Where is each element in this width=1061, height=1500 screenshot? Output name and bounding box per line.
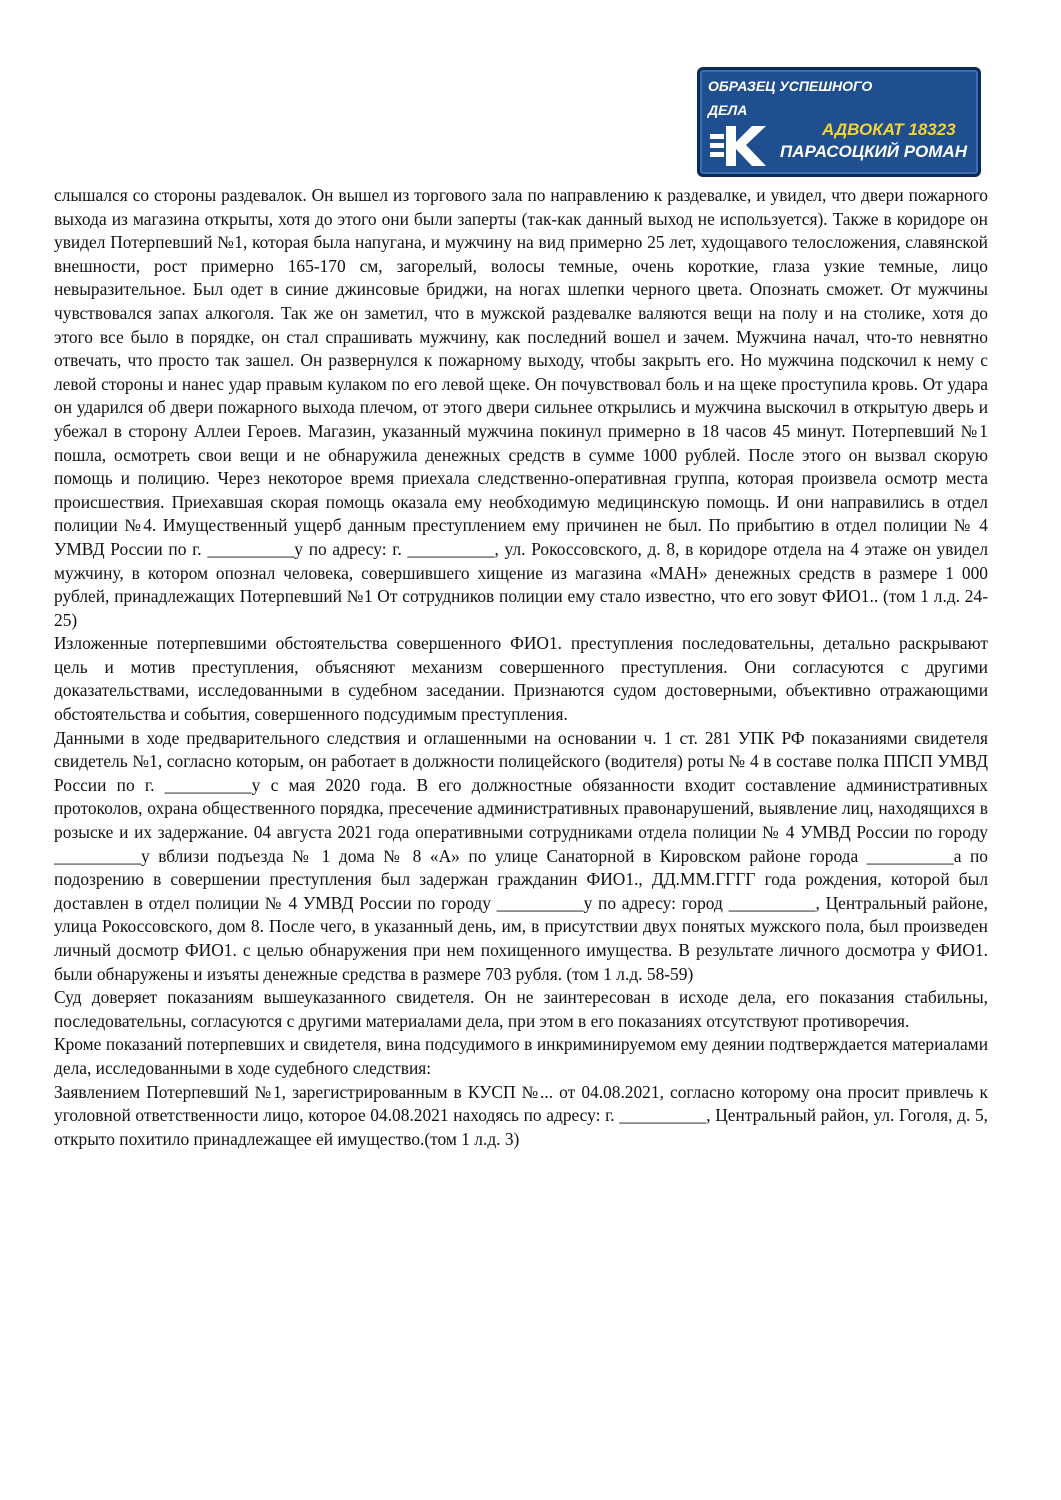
stamp-title-line-1: ОБРАЗЕЦ УСПЕШНОГО <box>708 78 873 94</box>
stamp-lawyer-number: АДВОКАТ 18323 <box>822 120 956 139</box>
paragraph-case-materials: Кроме показаний потерпевших и свидетеля, вина подсудимого в инкриминируемом ему деянии подтверждается материалами дела, исследованными в ходе судебного следствия: <box>54 1034 988 1078</box>
paragraph-court-trust: Суд доверяет показаниям вышеуказанного свидетеля. Он не заинтересован в исходе дела, его показания стабильны, последовательны, согласуются с другими материалами дела, при этом в его показаниях отсутствуют противоречия. <box>54 987 988 1031</box>
document-body <box>54 184 988 1151</box>
paragraph-victim-statement: Заявлением Потерпевший №1, зарегистрированным в КУСП №... от 04.08.2021, согласно которому она просит привлечь к уголовной ответственности лицо, которое 04.08.2021 находясь по адресу: г. __________, Центральный район, ул. Гоголя, д. 5, открыто похитило принадлежащее ей имущество.(том 1 л.д. 3) <box>54 1081 988 1149</box>
lawyer-stamp <box>697 67 981 177</box>
paragraph-victims-assessment: Изложенные потерпевшими обстоятельства совершенного ФИО1. преступления последовательны, детально раскрывают цель и мотив преступления, объясняют механизм совершенного преступления. Они согласуются с другими доказательствами, исследованными в судебном заседании. Признаются судом достоверными, объективно отражающими обстоятельства и события, совершенного подсудимым преступления. <box>54 633 988 725</box>
stamp-title-line-2: ДЕЛА <box>708 102 748 118</box>
paragraph-witness-testimony: слышался со стороны раздевалок. Он вышел из торгового зала по направлению к раздевалке, и увидел, что двери пожарного выхода из магазина открыты, хотя до этого они были заперты (так-как данный выход не используется). Также в коридоре он увидел Потерпевший №1, которая была напугана, и мужчину на вид примерно 25 лет, худощавого телосложения, славянской внешности, рост примерно 165-170 см, загорелый, волосы темные, очень короткие, глаза узкие темные, лицо невыразительное. Был одет в синие джинсовые бриджи, на ногах шлепки черного цвета. Опознать сможет. От мужчины чувствовался запах алкоголя. Так же он заметил, что в мужской раздевалке валяются вещи на полу и на столике, хотя до этого все было в порядке, он стал спрашивать мужчину, как последний вошел и зачем. Мужчина начал, что-то невнятно отвечать, что просто так зашел. Он развернулся к пожарному выходу, чтобы закрыть его. Но мужчина подскочил к нему с левой стороны и нанес удар правым кулаком по его левой щеке. Он почувствовал боль и на щеке проступила кровь. От удара он ударился об двери пожарного выхода плечом, от этого двери сильнее открылись и мужчина выскочил в открытую дверь и убежал в сторону Аллеи Героев. Магазин, указанный мужчина покинул примерно в 18 часов 45 минут. Потерпевший №1 пошла, осмотреть свои вещи и не обнаружила денежных средств в сумме 1000 рублей. После этого он вызвал скорую помощь и полицию. Через некоторое время приехала следственно-оперативная группа, которая произвела осмотр места происшествия. Приехавшая скорая помощь оказала ему необходимую медицинскую помощь. И они направились в отдел полиции №4. Имущественный ущерб данным преступлением ему причинен не был. По прибытию в отдел полиции № 4 УМВД России по г. __________у по адресу: г. __________, ул. Рокоссовского, д. 8, в коридоре отдела на 4 этаже он увидел мужчину, в котором опознал человека, совершившего хищение из магазина «МАН» денежных средств в размере 1 000 рублей, принадлежащих Потерпевший №1 От сотрудников полиции ему стало известно, что его зовут ФИО1.. (том 1 л.д. 24-25) <box>54 185 988 630</box>
lawyer-logo-icon <box>708 122 772 168</box>
paragraph-police-witness-testimony: Данными в ходе предварительного следствия и оглашенными на основании ч. 1 ст. 281 УПК РФ показаниями свидетеля свидетель №1, согласно которым, он работает в должности полицейского (водителя) роты № 4 в составе полка ППСП УМВД России по г. __________у с мая 2020 года. В его должностные обязанности входит составление административных протоколов, охрана общественного порядка, пресечение административных правонарушений, выявление лиц, находящихся в розыске и их задержание. 04 августа 2021 года оперативными сотрудниками отдела полиции № 4 УМВД России по городу __________у вблизи подъезда № 1 дома № 8 «А» по улице Санаторной в Кировском районе города __________а по подозрению в совершении преступления был задержан гражданин ФИО1., ДД.ММ.ГГГГ года рождения, которой был доставлен в отдел полиции № 4 УМВД России по городу __________у по адресу: город __________, Центральный районе, улица Рокоссовского, дом 8. После чего, в указанный день, им, в присутствии двух понятых мужского пола, был произведен личный досмотр ФИО1. с целью обнаружения при нем похищенного имущества. В результате личного досмотра у ФИО1. были обнаружены и изъяты денежные средства в размере 703 рубля. (том 1 л.д. 58-59) <box>54 727 988 984</box>
stamp-lawyer-name: ПАРАСОЦКИЙ РОМАН <box>780 142 967 161</box>
